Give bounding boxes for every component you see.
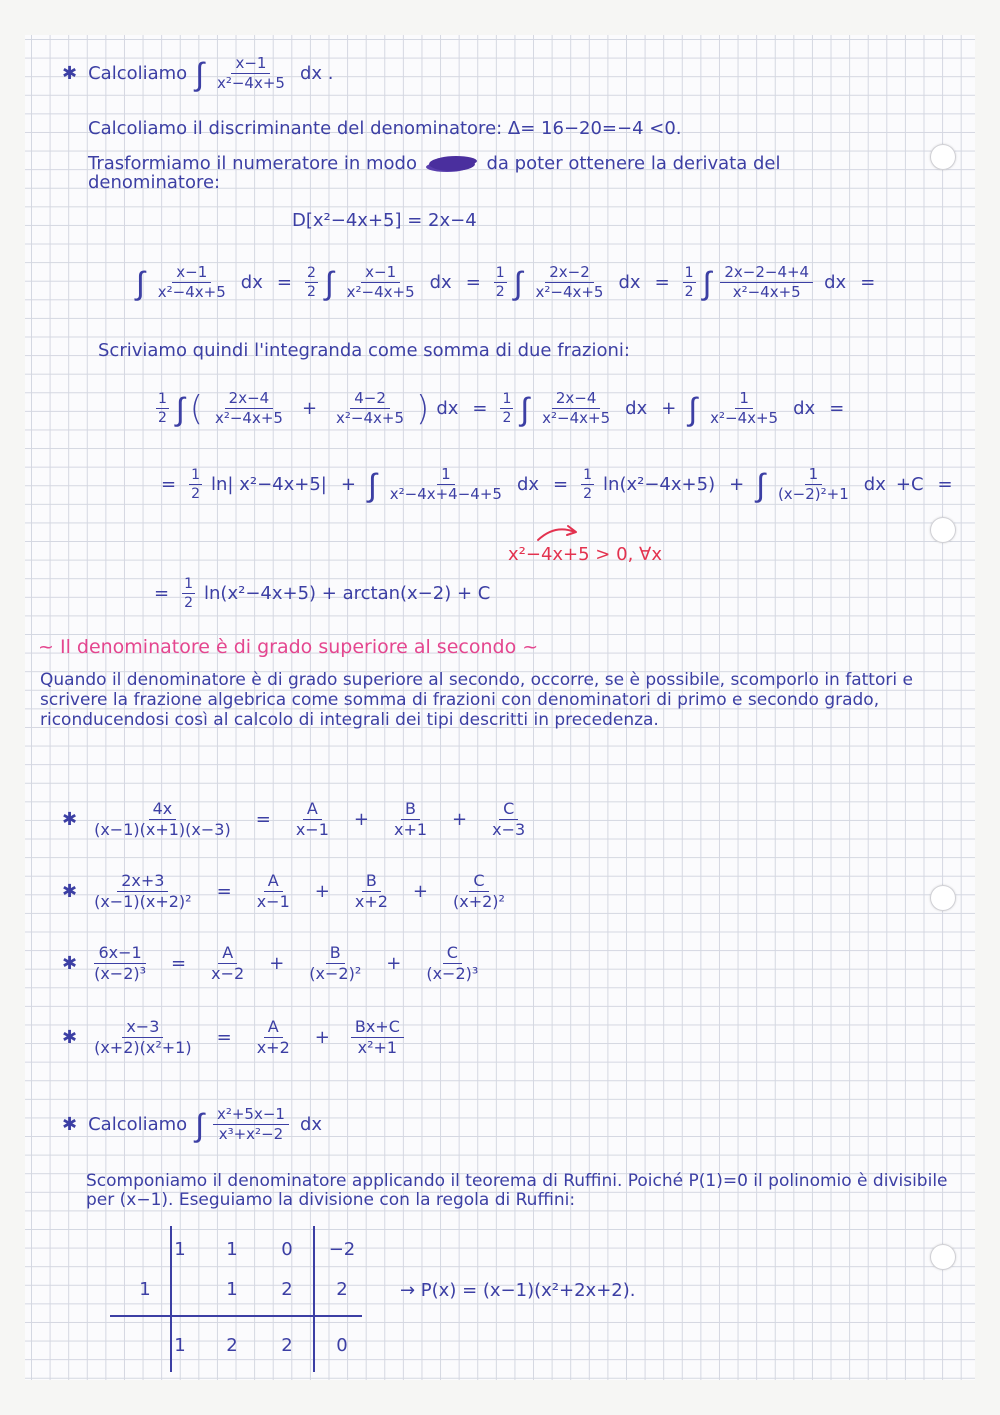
ruffini-root: 1 [139,1279,151,1300]
numerator: B [362,872,381,892]
equals-sign: = [465,272,481,294]
plus-sign: + [269,953,285,975]
numerator: 1 [683,265,696,283]
numerator: 2x−2 [545,264,594,283]
explanation-paragraph [40,670,965,730]
ruffini-intro-text: Scomponiamo il denominatore applicando il teorema di Ruffini. Poiché P(1)=0 il polinomio è divisibile per (x−1). Eseguiamo la divisione con la regola di Ruffini: [86,1171,948,1210]
numerator: x−1 [172,264,211,283]
differential: dx . [299,63,334,85]
plus-sign: + [661,398,677,420]
numerator: 1 [805,466,823,485]
denominator: 2 [502,410,512,427]
differential: dx [240,272,263,294]
partial-fraction [449,872,509,912]
exercise-2-statement [62,1106,327,1144]
denominator: x+1 [393,820,428,840]
differential: dx [824,272,847,294]
decomposition-example-4 [62,1018,411,1058]
numerator: A [264,872,283,892]
denominator: (x−2)³ [94,964,147,984]
coefficient-fraction [683,265,696,300]
partial-fraction [253,1018,294,1058]
fraction [531,264,607,302]
fraction [154,264,230,302]
fraction [343,264,419,302]
factorization-text: → P(x) = (x−1)(x²+2x+2). [400,1280,636,1301]
equals-sign: = [255,809,271,831]
numerator: C [499,800,518,820]
plus-sign: + [314,881,330,903]
derivative-text: D[x²−4x+5] = 2x−4 [292,210,477,231]
numerator: B [326,944,345,964]
equals-sign: = [276,272,292,294]
transform-text-after: da poter ottenere la derivata del denominatore: [88,153,781,193]
denominator: 2 [191,486,201,503]
section-heading [38,636,538,658]
equals-sign: = [472,398,488,420]
ruffini-remainder: 0 [336,1335,348,1356]
partial-fraction [488,800,529,840]
partial-fraction [422,944,482,984]
integral-sign: ∫ [513,263,523,302]
equals-sign: = [860,272,876,294]
fraction [386,466,506,504]
star-bullet-icon: ✱ [62,881,78,903]
result-text: ln(x²−4x+5) + arctan(x−2) + C [204,583,491,605]
equals-sign: = [654,272,670,294]
derivative-line [292,210,477,231]
denominator: 2 [184,595,194,612]
fraction [90,1018,196,1058]
numerator: x²+5x−1 [213,1106,289,1125]
denominator: (x−1)(x+1)(x−3) [94,820,231,840]
differential: dx [436,398,459,420]
plus-sign: + [353,809,369,831]
denominator: x²−4x+5 [732,283,801,302]
star-bullet-icon: ✱ [62,1027,78,1049]
denominator: x²−4x+4−4+5 [389,485,502,504]
discriminant-line [88,118,682,139]
explanation-text: Quando il denominatore è di grado superiore al secondo, occorre, se è possibile, scomporlo in fattori e scrivere la frazione algebrica come somma di frazioni con denominatori di primo e secondo grado, riconducendosi così al calcolo di integrali dei tipi descritti in precedenza. [40,670,913,730]
numerator: 4−2 [350,390,390,409]
plus-sign: + [386,953,402,975]
numerator: 2x−2−4+4 [720,264,813,283]
discriminant-text: Calcoliamo il discriminante del denominatore: Δ= 16−20=−4 <0. [88,118,682,139]
denominator: x²−4x+5 [346,283,415,302]
numerator: C [443,944,462,964]
exercise-title: Calcoliamo [88,1114,188,1136]
ruffini-product: 2 [281,1279,293,1300]
denominator: x³+x²−2 [218,1125,284,1144]
numerator: 1 [581,467,594,485]
numerator: 4x [149,800,177,820]
denominator: x−3 [492,820,526,840]
equals-sign: = [216,881,232,903]
coefficient-fraction [182,576,195,611]
ruffini-intro-paragraph [86,1172,956,1210]
integrand-fraction [213,1106,289,1144]
exercise-1-statement [62,55,338,93]
fraction [90,800,235,840]
final-result [145,576,495,611]
integral-sign: ∫ [136,263,145,302]
positivity-note [508,544,662,565]
differential: dx [793,398,816,420]
equals-sign: = [171,953,187,975]
transform-text-before: Trasformiamo il numeratore in modo [88,153,417,174]
differential: dx [516,474,540,496]
integrand-fraction [213,55,289,93]
right-parenthesis: ) [416,388,430,429]
factorization-line [400,1280,635,1301]
fraction [90,944,150,984]
numerator: x−1 [231,55,270,74]
denominator: (x−2)² [309,964,362,984]
decomposition-example-1 [62,800,536,840]
denominator: (x+2)² [453,892,505,912]
decomposition-example-3 [62,944,489,984]
differential: dx [625,398,648,420]
denominator: x²−4x+5 [542,409,611,428]
coefficient-fraction [305,265,318,300]
ruffini-coefficient: 1 [174,1239,186,1260]
ruffini-table [100,1226,370,1376]
equation-chain-1 [133,264,884,302]
partial-fraction [305,944,365,984]
star-bullet-icon: ✱ [62,953,78,975]
fraction [90,872,196,912]
ruffini-result: 2 [226,1335,238,1356]
ruffini-result: 2 [281,1335,293,1356]
plus-sign: + [301,398,318,420]
coefficient-fraction [189,467,202,502]
denominator: (x−2)³ [426,964,479,984]
fraction [706,390,782,428]
denominator: x²−4x+5 [214,409,283,428]
coefficient-fraction [581,467,594,502]
ruffini-product: 1 [226,1279,238,1300]
plus-sign: + [452,809,468,831]
numerator: 2 [305,265,318,283]
numerator: 6x−1 [94,944,145,964]
partial-fraction [207,944,248,984]
exercise-title: Calcoliamo [88,63,188,85]
plus-sign: + [314,1027,330,1049]
star-bullet-icon: ✱ [62,1114,78,1136]
denominator: x²−4x+5 [216,74,285,93]
denominator: x²+1 [357,1038,398,1058]
denominator: x²−4x+5 [710,409,779,428]
denominator: x−1 [295,820,329,840]
denominator: x²−4x+5 [336,409,405,428]
numerator: A [218,944,237,964]
plus-sign: + [729,474,745,496]
denominator: 2 [158,410,167,427]
star-bullet-icon: ✱ [62,809,78,831]
numerator: C [469,872,488,892]
equals-sign: = [553,474,569,496]
numerator: 1 [735,390,753,409]
ruffini-horizontal-divider [110,1315,362,1317]
denominator: x−2 [211,964,245,984]
split-intro-line [98,340,630,361]
plus-sign: + [340,474,356,496]
fraction [720,264,813,302]
integral-sign: ∫ [195,1105,204,1144]
denominator: x²−4x+5 [535,283,604,302]
denominator: 2 [684,284,694,301]
differential: dx [863,474,886,496]
integral-sign: ∫ [520,389,530,428]
equals-sign: = [161,474,177,496]
denominator: x²−4x+5 [157,283,226,302]
differential: dx [299,1114,323,1136]
ruffini-coefficient: 0 [281,1239,293,1260]
numerator: 1 [182,576,195,594]
numerator: 2x−4 [225,390,274,409]
denominator: (x+2)(x²+1) [94,1038,192,1058]
denominator: 2 [495,284,505,301]
curved-arrow-icon [535,520,583,546]
denominator: x+2 [354,892,388,912]
punch-hole-icon [930,1244,956,1270]
integral-sign: ∫ [367,465,377,504]
integral-sign: ∫ [175,389,185,428]
partial-fraction [351,1018,404,1058]
transform-paragraph [88,154,848,192]
denominator: x−1 [256,892,290,912]
numerator: 1 [189,467,202,485]
partial-fraction [390,800,431,840]
scribble-icon [429,157,475,171]
numerator: 1 [156,391,169,409]
equals-sign: = [937,474,953,496]
partial-fraction [292,800,333,840]
numerator: Bx+C [351,1018,404,1038]
integral-sign: ∫ [688,389,698,428]
integral-sign: ∫ [756,465,765,504]
equation-chain-2 [152,390,853,428]
fraction [538,390,614,428]
coefficient-fraction [494,265,507,300]
differential: dx [618,272,641,294]
star-bullet-icon: ✱ [62,63,78,85]
punch-hole-icon [930,517,956,543]
decomposition-example-2 [62,872,516,912]
plus-sign: + [412,881,428,903]
coefficient-fraction [500,391,513,426]
partial-fraction [253,872,294,912]
ruffini-product: 2 [336,1279,348,1300]
log-term: ln| x²−4x+5| [211,474,327,496]
ruffini-result: 1 [174,1335,186,1356]
denominator: (x−1)(x+2)² [94,892,192,912]
coefficient-fraction [156,391,169,426]
ruffini-coefficient: 1 [226,1239,238,1260]
numerator: x−3 [122,1018,163,1038]
equals-sign: = [154,583,170,605]
numerator: 1 [494,265,507,283]
numerator: A [303,800,322,820]
numerator: 2x+3 [117,872,168,892]
log-term: ln(x²−4x+5) [603,474,716,496]
fraction [774,466,853,504]
fraction [211,390,287,428]
punch-hole-icon [930,144,956,170]
ruffini-vertical-divider [313,1226,315,1372]
equals-sign: = [829,398,845,420]
numerator: 2x−4 [552,390,601,409]
split-intro-text: Scriviamo quindi l'integranda come somma di due frazioni: [98,340,630,361]
equals-sign: = [216,1027,232,1049]
numerator: A [264,1018,283,1038]
positivity-note-text: x²−4x+5 > 0, ∀x [508,544,662,565]
numerator: 1 [500,391,513,409]
integral-sign: ∫ [702,263,712,302]
numerator: 1 [437,466,455,485]
equation-chain-3 [152,466,962,504]
denominator: x+2 [256,1038,290,1058]
differential: dx [429,272,452,294]
denominator: 2 [583,486,593,503]
ruffini-coefficient: −2 [328,1239,356,1260]
fraction [332,390,408,428]
denominator: (x−2)²+1 [777,485,849,504]
left-parenthesis: ( [189,388,203,429]
section-heading-text: ~ Il denominatore è di grado superiore al secondo ~ [38,636,539,658]
numerator: x−1 [361,264,400,283]
integral-sign: ∫ [195,54,204,93]
integral-sign: ∫ [324,263,334,302]
partial-fraction [351,872,392,912]
punch-hole-icon [930,885,956,911]
numerator: B [401,800,420,820]
integration-constant: +C [895,474,924,496]
denominator: 2 [306,284,316,301]
